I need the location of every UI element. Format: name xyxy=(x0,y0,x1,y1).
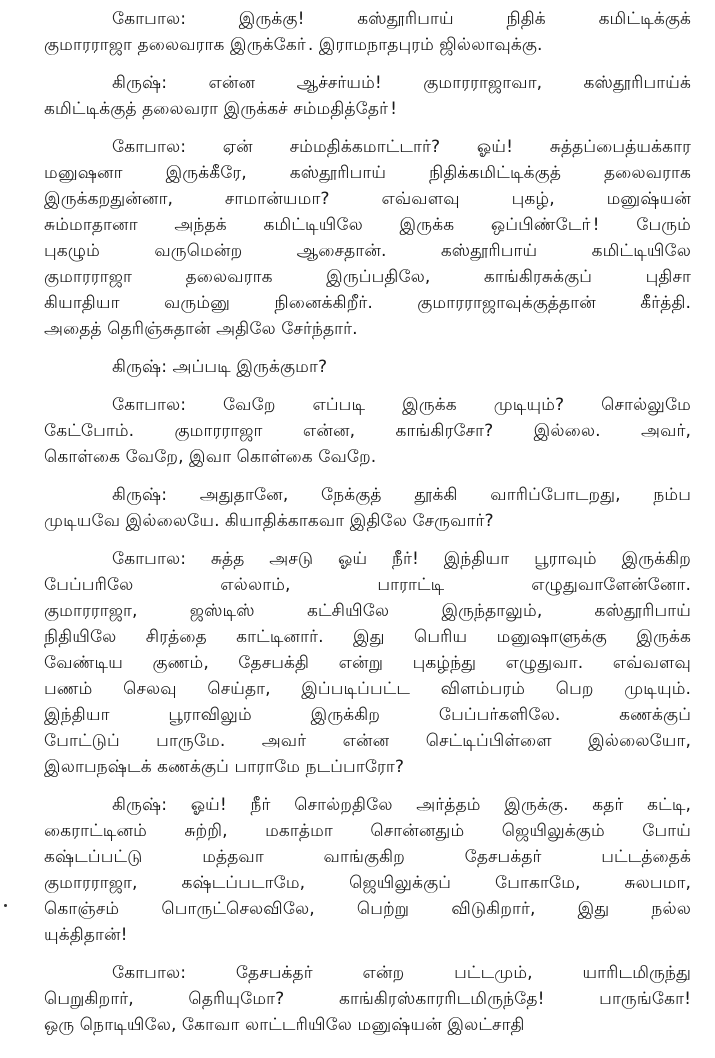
text-line: இலாபநஷ்டக் கணக்குப் பாராமே நடப்பாரோ? xyxy=(44,757,405,777)
paragraph xyxy=(44,6,691,58)
text-line: அதைத் தெரிஞ்சுதான் அதிலே சேர்ந்தார். xyxy=(44,319,358,339)
paragraph xyxy=(44,482,691,534)
text-line: ஒரு நொடியிலே, கோவா லாட்டரியிலே மனுஷ்யன் இலட்சாதி xyxy=(44,1015,525,1035)
text-line: கொஞ்சம் பொருட்செலவிலே, பெற்று விடுகிறார், இது நல்ல xyxy=(44,899,691,919)
text-line: முடியவே இல்லையே. கியாதிக்காகவா இதிலே சேருவார்? xyxy=(44,511,494,531)
text-line: நிதியிலே சிரத்தை காட்டினார். இது பெரிய மனுஷாளுக்கு இருக்க xyxy=(44,627,691,647)
text-line: குமாரராஜா, ஜஸ்டிஸ் கட்சியிலே இருந்தாலும், கஸ்தூரிபாய் xyxy=(44,601,691,621)
text-line: பேப்பரிலே எல்லாம், பாராட்டி எழுதுவாளேன்னோ. xyxy=(44,575,691,595)
text-line: கோபால: இருக்கு! கஸ்தூரிபாய் நிதிக் கமிட்டிக்குக் xyxy=(112,9,691,29)
text-line: கிருஷ்: ஓய்! நீர் சொல்றதிலே அர்த்தம் இருக்கு. கதர் கட்டி, xyxy=(112,795,691,815)
text-line: கோபால: ஏன் சம்மதிக்கமாட்டார்? ஓய்! சுத்தப்பைத்யக்கார xyxy=(112,137,691,157)
text-line: இருக்கறதுன்னா, சாமான்யமா? எவ்வளவு புகழ், மனுஷ்யன் xyxy=(44,189,691,209)
text-line: குமாரராஜா தலைவராக இருக்கோ். இராமநாதபுரம் ஜில்லாவுக்கு. xyxy=(44,35,543,55)
text-line: குமாரராஜா, கஷ்டப்படாமே, ஜெயிலுக்குப் போகாமே, சுலபமா, xyxy=(44,873,691,893)
text-line: கிருஷ்: என்ன ஆச்சர்யம்! குமாரராஜாவா, கஸ்தூரிபாய்க் xyxy=(112,73,691,93)
scan-speck xyxy=(4,904,7,907)
text-line: கிருஷ்: அதுதானே, நேக்குத் தூக்கி வாரிப்போடறது, நம்ப xyxy=(112,485,691,505)
text-line: வேண்டிய குணம், தேசபக்தி என்று புகழ்ந்து எழுதுவா. எவ்வளவு xyxy=(44,653,691,673)
paragraph xyxy=(44,134,691,342)
text-line: கோபால: தேசபக்தர் என்ற பட்டமும், யாரிடமிருந்து xyxy=(112,963,691,983)
text-line: இந்தியா பூராவிலும் இருக்கிற பேப்பர்களிலே. கணக்குப் xyxy=(44,705,691,725)
text-line: குமாரராஜா தலைவராக இருப்பதிலே, காங்கிரசுக்குப் புதிசா xyxy=(44,267,691,287)
paragraph xyxy=(44,354,691,380)
text-line: போட்டுப் பாருமே. அவர் என்ன செட்டிப்பிள்ளை இல்லையோ, xyxy=(44,731,691,751)
paragraph xyxy=(44,392,691,470)
text-line: கமிட்டிக்குத் தலைவரா இருக்கச் சம்மதித்தோ்! xyxy=(44,99,398,119)
paragraph xyxy=(44,546,691,780)
text-line: புகழும் வருமென்ற ஆசைதான். கஸ்தூரிபாய் கமிட்டியிலே xyxy=(44,241,691,261)
text-line: கேட்போம். குமாரராஜா என்ன, காங்கிரசோ? இல்லை. அவர், xyxy=(44,421,691,441)
text-line: சும்மாதானா அந்தக் கமிட்டியிலே இருக்க ஒப்பிண்டோ்! பேரும் xyxy=(44,215,691,235)
paragraph xyxy=(44,70,691,122)
paragraph xyxy=(44,792,691,948)
paragraph xyxy=(44,960,691,1038)
text-line: கோபால: சுத்த அசடு ஓய் நீர்! இந்தியா பூராவும் இருக்கிற xyxy=(112,549,691,569)
text-line: கஷ்டப்பட்டு மத்தவா வாங்குகிற தேசபக்தர் பட்டத்தைக் xyxy=(44,847,691,867)
text-line: கைராட்டினம் சுற்றி, மகாத்மா சொன்னதும் ஜெயிலுக்கும் போய் xyxy=(44,821,691,841)
text-line: கிருஷ்: அப்படி இருக்குமா? xyxy=(112,357,328,377)
text-line: கொள்கை வேறே, இவா கொள்கை வேறே. xyxy=(44,447,377,467)
text-line: கோபால: வேறே எப்படி இருக்க முடியும்? சொல்லுமே xyxy=(112,395,691,415)
text-line: கியாதியா வரும்னு நினைக்கிறீர். குமாரராஜாவுக்குத்தான் கீர்த்தி. xyxy=(44,293,691,313)
text-line: யுக்திதான்! xyxy=(44,925,128,945)
text-line: மனுஷனா இருக்கீரே, கஸ்தூரிபாய் நிதிக்கமிட்டிக்குத் தலைவராக xyxy=(44,163,691,183)
text-line: பணம் செலவு செய்தா, இப்படிப்பட்ட விளம்பரம் பெற முடியும். xyxy=(44,679,691,699)
text-line: பெறுகிறார், தெரியுமோ? காங்கிரஸ்காரரிடமிருந்தே! பாருங்கோ! xyxy=(44,989,691,1009)
